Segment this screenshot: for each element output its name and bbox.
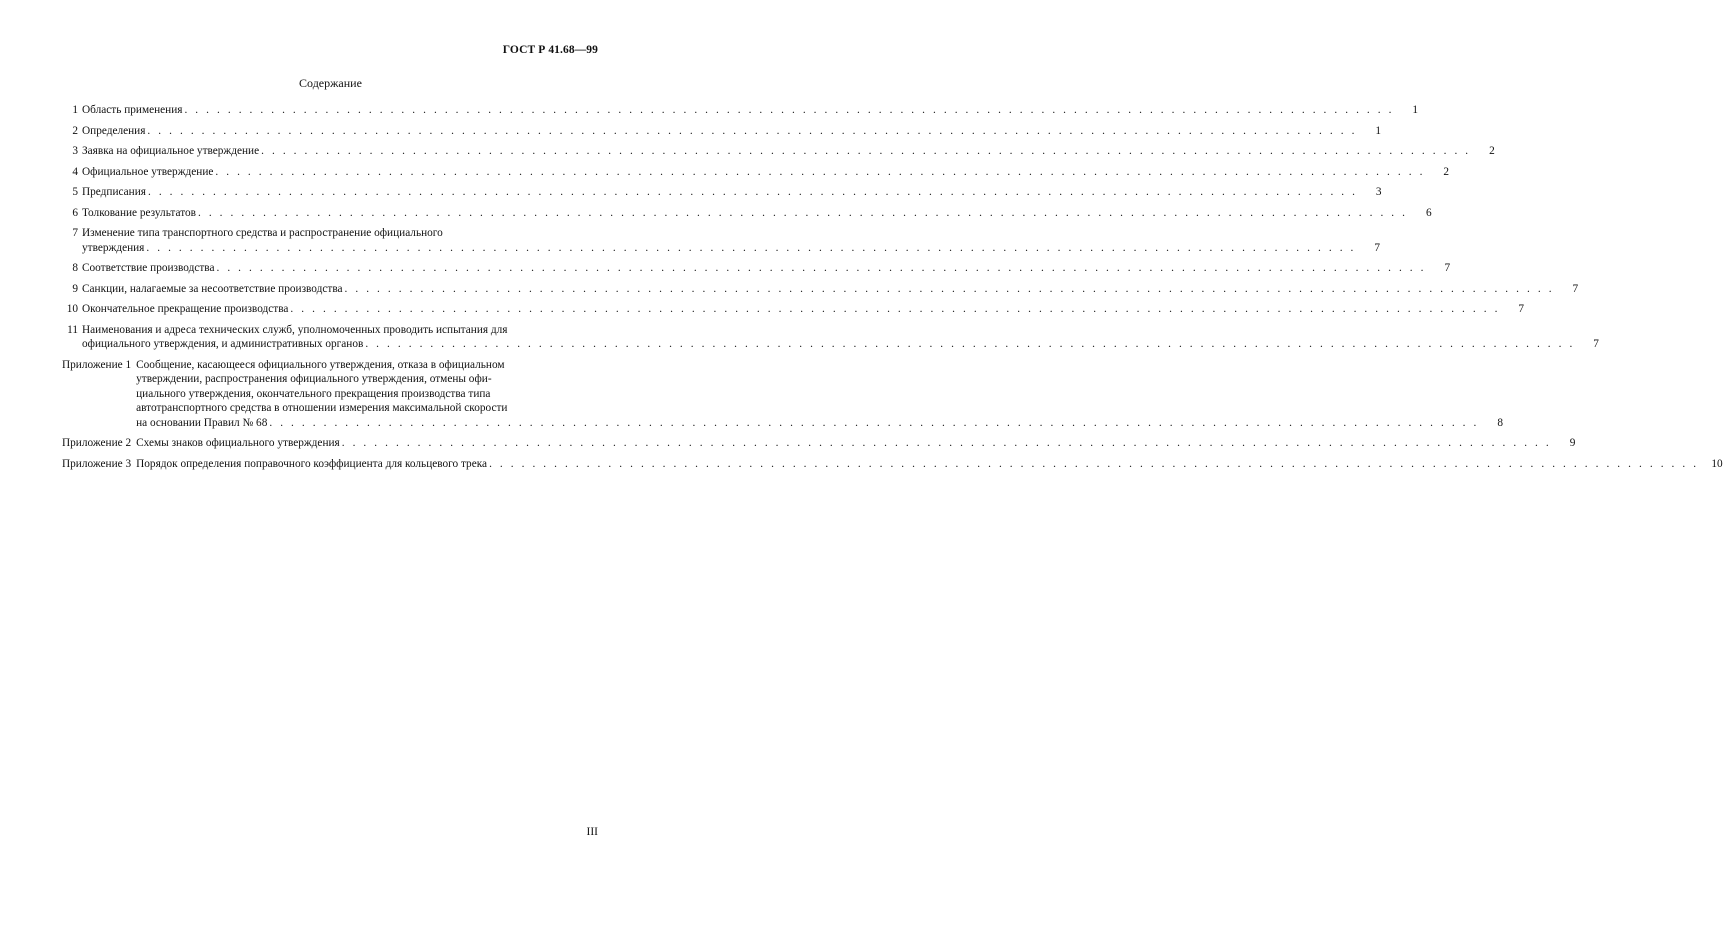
leader-dots bbox=[345, 282, 1555, 297]
toc-page-number: 7 bbox=[1374, 241, 1380, 254]
leader-dots bbox=[147, 124, 1357, 139]
toc-page-number: 7 bbox=[1593, 338, 1599, 350]
section-number: 1 bbox=[72, 104, 78, 116]
toc-line-text: Заявка на официальное утверждение bbox=[82, 145, 260, 157]
toc-line-text: Сообщение, касающееся официального утверждения, отказа в официальном bbox=[136, 358, 505, 371]
toc-line-text: Область применения bbox=[82, 104, 183, 116]
toc-page-number: 7 bbox=[1518, 303, 1525, 315]
toc-row bbox=[62, 282, 1579, 297]
section-number: 10 bbox=[66, 303, 78, 315]
section-number: 4 bbox=[72, 165, 78, 178]
toc-entry-text bbox=[82, 226, 1380, 255]
toc-line bbox=[82, 206, 1432, 221]
section-number: 6 bbox=[72, 206, 78, 219]
toc-line bbox=[82, 144, 1495, 159]
toc-page-number: 10 bbox=[1711, 457, 1723, 470]
toc-row bbox=[62, 358, 1503, 431]
toc-row bbox=[62, 226, 1380, 255]
leader-dots bbox=[216, 261, 1426, 276]
leader-dots bbox=[146, 241, 1356, 256]
toc-line bbox=[82, 337, 1599, 352]
toc-line bbox=[136, 387, 1503, 402]
toc-row bbox=[62, 457, 1723, 472]
toc-line-text: Соответствие производства bbox=[82, 262, 215, 274]
toc-line bbox=[82, 185, 1382, 200]
toc-line-text: циального утверждения, окончательного прекращения производства типа bbox=[136, 387, 491, 400]
toc-entry-text bbox=[82, 144, 1495, 159]
toc-entry-text bbox=[82, 124, 1381, 139]
toc-row bbox=[62, 302, 1525, 317]
toc-line bbox=[136, 416, 1503, 431]
toc-entry[interactable] bbox=[62, 457, 1723, 472]
toc-line-text: Схемы знаков официального утверждения bbox=[136, 437, 340, 449]
toc-entry-text bbox=[82, 165, 1449, 180]
toc-entry[interactable] bbox=[62, 323, 1599, 352]
toc-line bbox=[82, 103, 1418, 118]
toc-line bbox=[82, 124, 1381, 139]
toc-line bbox=[82, 282, 1578, 297]
toc-entry-text bbox=[82, 206, 1432, 221]
toc-entry[interactable] bbox=[62, 124, 1382, 139]
toc-line-text: на основании Правил № 68 bbox=[136, 416, 268, 429]
toc-row bbox=[62, 261, 1451, 276]
section-number: 7 bbox=[72, 227, 78, 239]
toc-entry[interactable] bbox=[62, 144, 1495, 159]
toc-line bbox=[136, 358, 1503, 373]
toc-line-text: утверждения bbox=[82, 241, 145, 254]
toc-entry-text bbox=[136, 436, 1575, 451]
document-code: ГОСТ Р 41.68—99 bbox=[502, 44, 598, 56]
toc-entry[interactable] bbox=[62, 302, 1525, 317]
section-number: 5 bbox=[72, 186, 78, 198]
toc-page-number: 6 bbox=[1425, 206, 1432, 219]
toc-entry-text bbox=[136, 457, 1723, 472]
section-number: 2 bbox=[72, 124, 78, 137]
toc-page-number: 7 bbox=[1444, 262, 1451, 274]
toc-line bbox=[82, 165, 1449, 180]
section-number: 9 bbox=[72, 282, 78, 295]
appendix-label: Приложение 2 bbox=[62, 437, 132, 449]
toc-line-text: Предписания bbox=[82, 186, 146, 198]
toc-line-text: Толкование результатов bbox=[82, 206, 196, 219]
toc-entry[interactable] bbox=[62, 103, 1419, 118]
toc-line-text: Наименования и адреса технических служб, уполномоченных проводить испытания для bbox=[82, 323, 508, 336]
toc-line-text: Порядок определения поправочного коэффициента для кольцевого трека bbox=[136, 457, 488, 470]
toc-entry-text bbox=[82, 282, 1578, 297]
toc-row bbox=[62, 144, 1495, 159]
toc-line bbox=[136, 401, 1503, 416]
toc-line-text: автотранспортного средства в отношении измерения максимальной скорости bbox=[136, 402, 508, 414]
toc-entry-text bbox=[82, 302, 1524, 317]
toc-page-number: 7 bbox=[1572, 282, 1579, 295]
section-number: 11 bbox=[67, 323, 78, 336]
toc-line-text: Определения bbox=[82, 124, 146, 137]
toc-row bbox=[62, 103, 1419, 118]
toc-line bbox=[136, 372, 1503, 387]
leader-dots bbox=[184, 103, 1394, 118]
leader-dots bbox=[261, 144, 1471, 159]
toc-entry-text bbox=[82, 103, 1418, 118]
leader-dots bbox=[489, 457, 1699, 472]
toc-line bbox=[82, 226, 1380, 241]
toc-entry-text bbox=[82, 261, 1450, 276]
leader-dots bbox=[290, 302, 1500, 317]
section-number: 8 bbox=[72, 262, 78, 274]
toc-line bbox=[82, 261, 1450, 276]
toc-page-number: 1 bbox=[1412, 104, 1419, 116]
toc-line bbox=[82, 241, 1380, 256]
section-number: 3 bbox=[72, 145, 78, 157]
toc-row bbox=[62, 323, 1599, 352]
toc-entry[interactable] bbox=[62, 165, 1449, 180]
toc-entry[interactable] bbox=[62, 226, 1380, 255]
appendix-label: Приложение 3 bbox=[62, 457, 132, 470]
leader-dots bbox=[269, 416, 1479, 431]
toc-entry-text bbox=[136, 358, 1503, 431]
toc-line-text: официального утверждения, и административных органов bbox=[82, 338, 364, 350]
toc-page-number: 8 bbox=[1497, 416, 1503, 429]
toc-entry[interactable] bbox=[62, 206, 1432, 221]
toc-line bbox=[136, 457, 1723, 472]
toc-entry[interactable] bbox=[62, 436, 1576, 451]
toc-page-number: 3 bbox=[1375, 186, 1382, 198]
table-of-contents bbox=[62, 103, 1723, 477]
toc-page-number: 9 bbox=[1569, 437, 1576, 449]
toc-row bbox=[62, 165, 1449, 180]
appendix-label: Приложение 1 bbox=[62, 358, 132, 371]
toc-page-number: 2 bbox=[1443, 165, 1449, 178]
toc-line-text: утверждении, распространения официального утверждения, отмены офи- bbox=[136, 373, 492, 385]
toc-line bbox=[82, 302, 1524, 317]
toc-line-text: Окончательное прекращение производства bbox=[82, 303, 289, 315]
page-number: III bbox=[586, 826, 598, 838]
toc-line bbox=[136, 436, 1575, 451]
toc-entry[interactable] bbox=[62, 358, 1503, 431]
toc-row bbox=[62, 206, 1432, 221]
toc-entry[interactable] bbox=[62, 282, 1579, 297]
toc-entry-text bbox=[82, 185, 1382, 200]
toc-page-number: 2 bbox=[1489, 145, 1495, 157]
leader-dots bbox=[148, 185, 1358, 200]
leader-dots bbox=[365, 337, 1575, 352]
toc-entry[interactable] bbox=[62, 261, 1451, 276]
leader-dots bbox=[342, 436, 1552, 451]
toc-entry[interactable] bbox=[62, 185, 1382, 200]
toc-line bbox=[82, 323, 1599, 338]
leader-dots bbox=[198, 206, 1408, 221]
toc-line-text: Изменение типа транспортного средства и распространение официального bbox=[82, 227, 443, 239]
toc-row bbox=[62, 436, 1576, 451]
toc-page-number: 1 bbox=[1375, 124, 1382, 137]
toc-entry-text bbox=[82, 323, 1599, 352]
toc-row bbox=[62, 185, 1382, 200]
toc-line-text: Официальное утверждение bbox=[82, 165, 214, 178]
toc-line-text: Санкции, налагаемые за несоответствие производства bbox=[82, 282, 343, 295]
page-title: Содержание bbox=[299, 76, 362, 90]
leader-dots bbox=[215, 165, 1425, 180]
toc-row bbox=[62, 124, 1382, 139]
